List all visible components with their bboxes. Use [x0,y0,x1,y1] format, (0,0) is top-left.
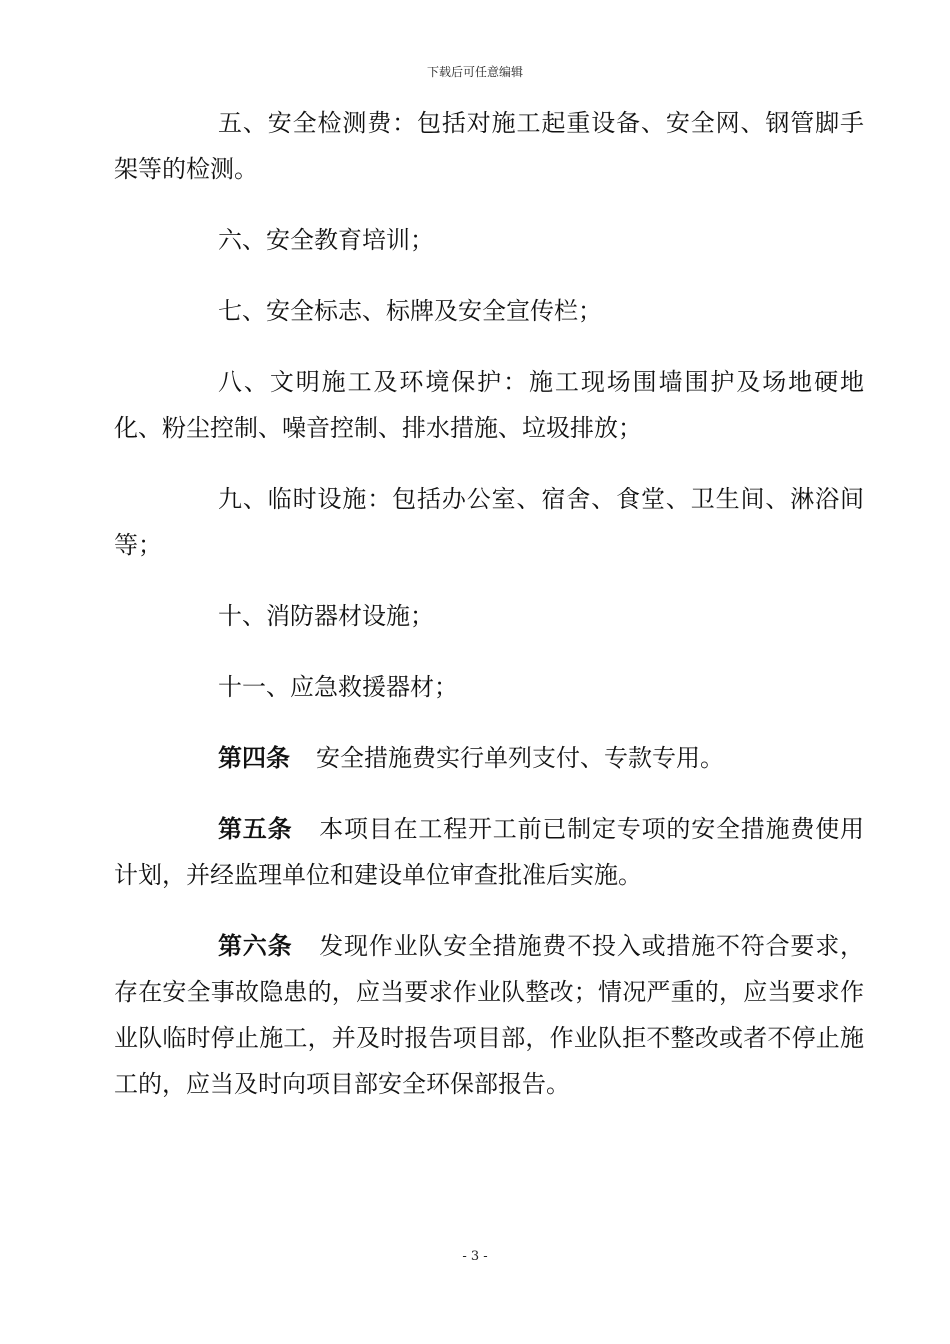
clause-six: 六、安全教育培训； [218,226,434,254]
document-body [114,100,864,1107]
clause-five: 五、安全检测费：包括对施工起重设备、安全网、钢管脚手架等的检测。 [114,109,864,183]
page-header: 下载后可任意编辑 [426,65,523,79]
article-six-text: 发现作业队安全措施费不投入或措施不符合要求，存在安全事故隐患的，应当要求作业队整改；情况严重的，应当要求作业队临时停止施工，并及时报告项目部，作业队拒不整改或者不停止施工的，应当及时向项目部安全环保部报告。 [114,932,865,1098]
article-four-label: 第四条 [218,744,290,772]
article-six [114,923,864,1107]
clause-nine: 九、临时设施：包括办公室、宿舍、食堂、卫生间、淋浴间等； [114,485,864,559]
article-four-text: 安全措施费实行单列支付、专款专用。 [316,744,724,772]
clause-seven: 七、安全标志、标牌及安全宣传栏； [218,297,602,325]
article-five-text: 本项目在工程开工前已制定专项的安全措施费使用计划，并经监理单位和建设单位审查批准后实施。 [114,815,865,889]
article-five-label: 第五条 [218,815,293,843]
article-four [114,735,864,781]
clause-eight: 八、文明施工及环境保护：施工现场围墙围护及场地硬地化、粉尘控制、噪音控制、排水措施、垃圾排放； [114,368,864,442]
clause-eleven: 十一、应急救援器材； [218,673,458,701]
page-number: - 3 - [462,1249,488,1264]
article-five [114,806,864,898]
article-six-label: 第六条 [218,932,293,960]
clause-ten: 十、消防器材设施； [218,602,434,630]
